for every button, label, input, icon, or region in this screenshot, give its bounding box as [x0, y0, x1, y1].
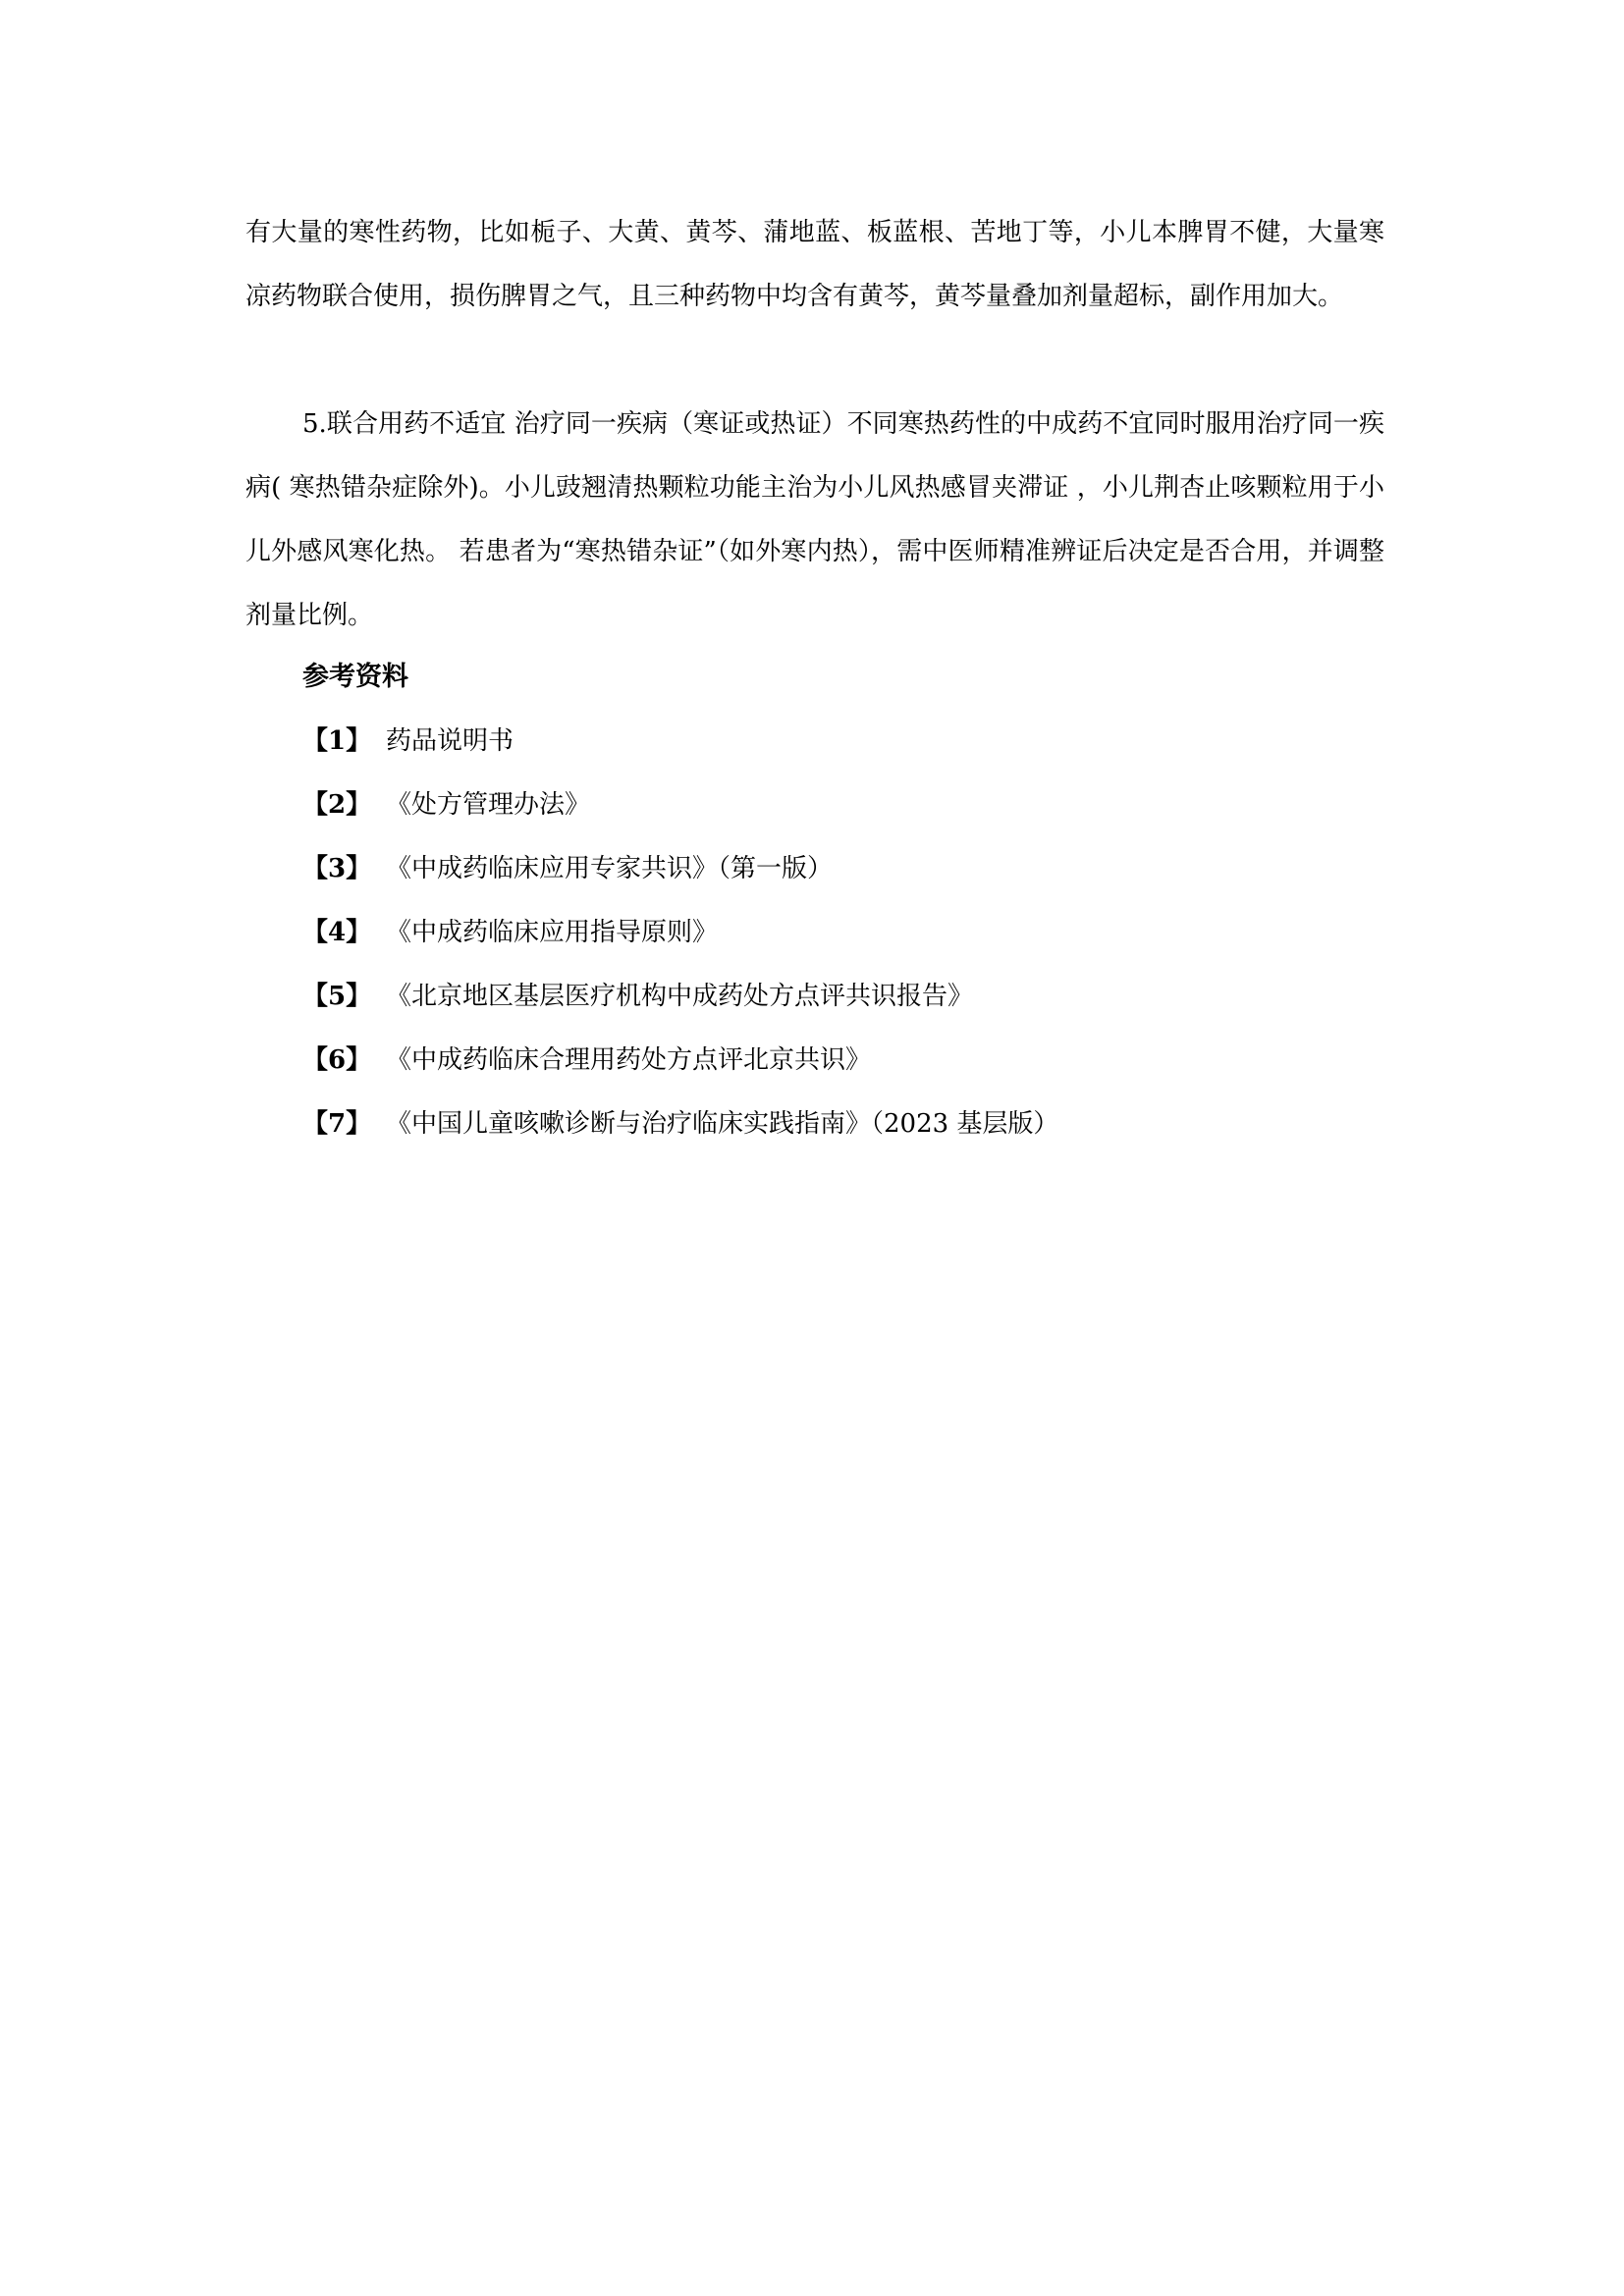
reference-number: 【7】 — [302, 1109, 372, 1139]
reference-item — [302, 903, 1058, 967]
reference-title: 药品说明书 — [386, 726, 514, 756]
reference-number: 【6】 — [302, 1045, 372, 1075]
reference-item — [302, 839, 1058, 903]
reference-item — [302, 1095, 1058, 1158]
reference-title: 《中成药临床应用专家共识》（第一版） — [386, 854, 834, 883]
references-heading: 参考资料 — [302, 662, 408, 692]
reference-item — [302, 712, 1058, 775]
reference-number: 【2】 — [302, 790, 372, 820]
reference-number: 【4】 — [302, 918, 372, 947]
reference-title: 《中成药临床合理用药处方点评北京共识》 — [386, 1045, 872, 1075]
reference-title: 《中成药临床应用指导原则》 — [386, 918, 719, 947]
reference-number: 【5】 — [302, 982, 372, 1011]
reference-number: 【3】 — [302, 854, 372, 883]
reference-title: 《中国儿童咳嗽诊断与治疗临床实践指南》（2023 基层版） — [386, 1109, 1059, 1139]
paragraph-cold-herbs: 有大量的寒性药物，比如栀子、大黄、黄芩、蒲地蓝、板蓝根、苦地丁等，小儿本脾胃不健，大量寒凉药物联合使用，损伤脾胃之气，且三种药物中均含有黄芩，黄芩量叠加剂量超标，副作用加大。 — [245, 218, 1384, 311]
reference-item — [302, 967, 1058, 1031]
reference-number: 【1】 — [302, 726, 372, 756]
paragraph-combination-inappropriate: 5.联合用药不适宜 治疗同一疾病（寒证或热证）不同寒热药性的中成药不宜同时服用治疗同一疾病( 寒热错杂症除外)。小儿豉翘清热颗粒功能主治为小儿风热感冒夹滞证 ，小儿荆杏止咳颗粒用于小儿外感风寒化热。 若患者为“寒热错杂证”（如外寒内热），需中医师精准辨证后决定是否合用，并调整剂量比例。 — [245, 409, 1384, 630]
reference-item — [302, 775, 1058, 839]
reference-title: 《北京地区基层医疗机构中成药处方点评共识报告》 — [386, 982, 974, 1011]
reference-title: 《处方管理办法》 — [386, 790, 591, 820]
references-list — [302, 712, 1058, 1158]
reference-item — [302, 1031, 1058, 1095]
